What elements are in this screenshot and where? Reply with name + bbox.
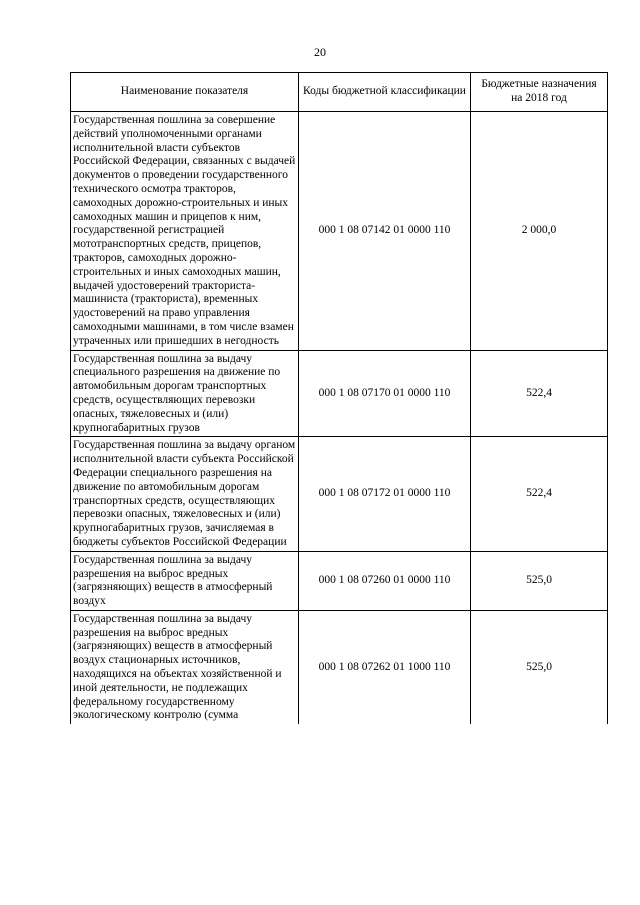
- row-code: 000 1 08 07262 01 1000 110: [299, 610, 471, 724]
- page-number: 20: [314, 45, 326, 59]
- budget-table: [70, 72, 608, 724]
- row-amount: 522,4: [471, 437, 608, 551]
- row-code: 000 1 08 07260 01 0000 110: [299, 551, 471, 610]
- row-name: Государственная пошлина за совершение действий уполномоченными органами исполнительной власти субъектов Российской Федерации, связанных с выдачей документов о проведении государственного технического осмотра тракторов, самоходных дорожно-строительных и иных самоходных машин и прицепов к ним, государственной регистрацией мототранспортных средств, прицепов, тракторов, самоходных дорожно-строительных и иных самоходных машин, выдачей удостоверений тракториста-машиниста (тракториста), временных удостоверений на право управления самоходными машинами, в том числе взамен утраченных или пришедших в негодность: [71, 112, 299, 351]
- row-code: 000 1 08 07170 01 0000 110: [299, 350, 471, 437]
- row-name: Государственная пошлина за выдачу органом исполнительной власти субъекта Российской Федерации специального разрешения на движение по автомобильным дорогам транспортных средств, осуществляющих перевозки опасных, тяжеловесных и (или) крупногабаритных грузов, зачисляемая в бюджеты субъектов Российской Федерации: [71, 437, 299, 551]
- table-row: [71, 551, 608, 610]
- row-name: Государственная пошлина за выдачу разрешения на выброс вредных (загрязняющих) веществ в атмосферный воздух стационарных источников, находящихся на объектах хозяйственной и иной деятельности, не подлежащих федеральному государственному экологическому контролю (сумма: [71, 610, 299, 724]
- row-amount: 525,0: [471, 610, 608, 724]
- row-name: Государственная пошлина за выдачу специального разрешения на движение по автомобильным дорогам транспортных средств, осуществляющих перевозки опасных, тяжеловесных и (или) крупногабаритных грузов: [71, 350, 299, 437]
- table-row: [71, 112, 608, 351]
- row-amount: 522,4: [471, 350, 608, 437]
- header-name: Наименование показателя: [71, 73, 299, 112]
- table-row: [71, 610, 608, 724]
- row-amount: 2 000,0: [471, 112, 608, 351]
- row-code: 000 1 08 07172 01 0000 110: [299, 437, 471, 551]
- table-header-row: [71, 73, 608, 112]
- row-amount: 525,0: [471, 551, 608, 610]
- table-row: [71, 350, 608, 437]
- header-amount: Бюджетные назначения на 2018 год: [471, 73, 608, 112]
- table-row: [71, 437, 608, 551]
- header-code: Коды бюджетной классификации: [299, 73, 471, 112]
- row-name: Государственная пошлина за выдачу разрешения на выброс вредных (загрязняющих) веществ в атмосферный воздух: [71, 551, 299, 610]
- row-code: 000 1 08 07142 01 0000 110: [299, 112, 471, 351]
